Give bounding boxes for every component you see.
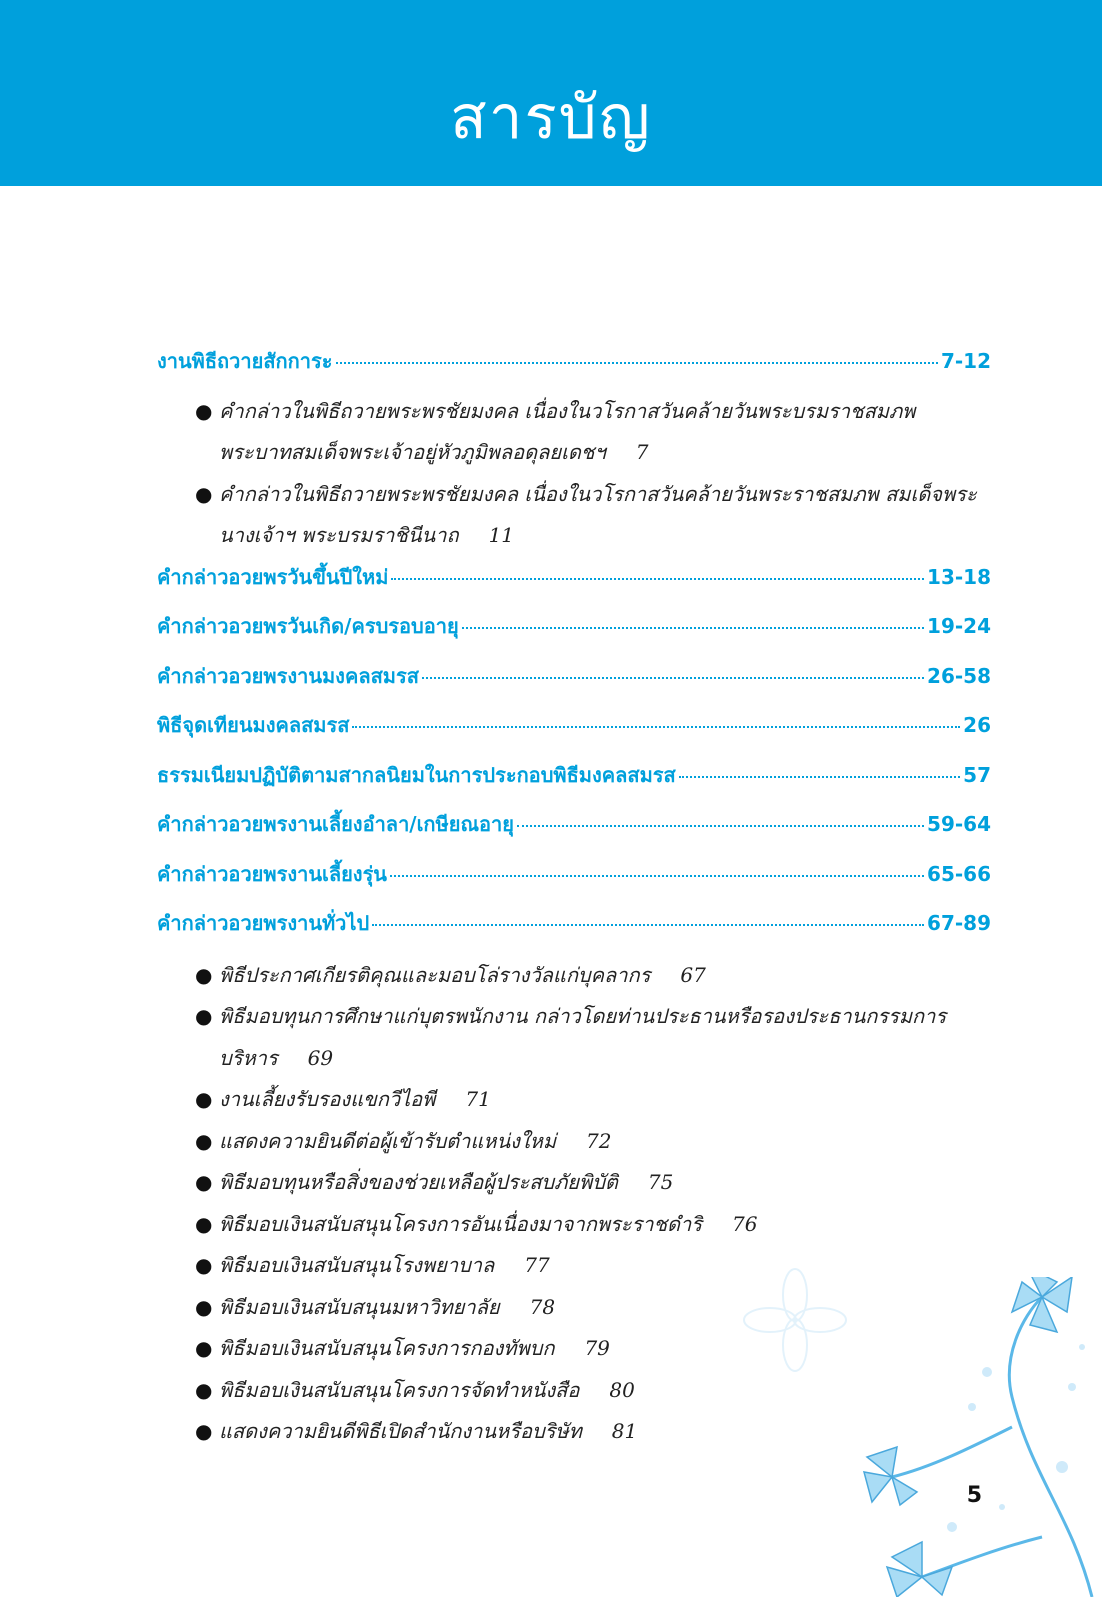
dot-leader [390,875,924,877]
toc-entry-page: 26-58 [927,663,991,688]
bullet-icon: ● [195,398,213,423]
toc-subentry-page: 7 [635,440,649,464]
bullet-icon: ● [195,1170,213,1194]
toc-subentry-text: คำกล่าวในพิธีถวายพระพรชัยมงคล เนื่องในวโรกาสวันคล้ายวันพระราชสมภพ สมเด็จพระนางเจ้าฯ พระบรมราชินีนาถ [219,481,977,547]
page-number: 5 [966,1483,982,1508]
toc-entry-label: คำกล่าวอวยพรวันเกิด/ครบรอบอายุ [157,614,459,638]
toc-entry-label: คำกล่าวอวยพรงานเลี้ยงอำลา/เกษียณอายุ [157,812,514,836]
toc-entry[interactable] [157,858,991,908]
toc-entry-page: 65-66 [927,861,991,886]
toc-subentry-page: 67 [680,962,706,987]
toc-entry-label: งานพิธีถวายสักการะ [157,349,333,373]
bullet-icon: ● [195,1211,213,1236]
toc-subentry-text: งานเลี้ยงรับรองแขกวีไอพี [219,1087,436,1111]
toc-subentry-text: แสดงความยินดีต่อผู้เข้ารับตำแหน่งใหม่ [219,1128,557,1153]
toc-subentry-page: 11 [488,523,515,547]
dot-leader [462,627,924,629]
toc-entry[interactable] [157,759,991,809]
dot-leader [352,726,960,728]
toc-subentry[interactable] [195,955,991,997]
header-banner [0,0,1102,186]
toc-subentry-text: พิธีมอบเงินสนับสนุนโครงการอันเนื่องมาจากพระราชดำริ [219,1211,703,1236]
toc-entry[interactable] [157,610,991,660]
toc-entry-page: 59-64 [927,812,991,836]
toc-subentry-text: คำกล่าวในพิธีถวายพระพรชัยมงคล เนื่องในวโรกาสวันคล้ายวันพระบรมราชสมภพ พระบาทสมเด็จพระเจ้าอยู่หัวภูมิพลอดุลยเดชฯ [219,398,916,464]
page-title: สารบัญ [450,83,652,153]
toc-subentry-text: พิธีมอบเงินสนับสนุนโรงพยาบาล [219,1253,495,1277]
toc-subentry-page: 76 [732,1211,758,1236]
toc-subentry[interactable] [195,996,991,1079]
bullet-icon: ● [195,1294,213,1319]
toc-subentry-text: พิธีมอบเงินสนับสนุนมหาวิทยาลัย [219,1294,500,1319]
toc-subentry[interactable] [195,1121,991,1163]
toc-entry-page: 13-18 [927,564,991,589]
dot-leader [336,362,938,364]
toc-subentry[interactable] [195,474,991,557]
bullet-icon: ● [195,1336,213,1360]
toc-subentry-page: 80 [609,1377,635,1402]
dot-leader [679,776,960,778]
toc-entry[interactable] [157,907,991,957]
dot-leader [391,578,924,580]
toc-subentry-page: 81 [611,1419,638,1443]
bullet-icon: ● [195,481,213,506]
toc-subentry-page: 69 [307,1045,334,1070]
toc-entry-label: คำกล่าวอวยพรงานทั่วไป [157,911,370,935]
toc-entry-page: 7-12 [940,349,991,373]
toc-entry-page: 57 [963,762,991,787]
toc-subentry-text: พิธีมอบทุนหรือสิ่งของช่วยเหลือผู้ประสบภัยพิบัติ [219,1170,618,1194]
bullet-icon: ● [195,1377,213,1402]
toc-subentry-page: 72 [586,1128,612,1153]
bullet-icon: ● [195,1087,213,1111]
toc-subentry-text: พิธีมอบเงินสนับสนุนโครงการกองทัพบก [219,1336,555,1360]
toc-subentry-text: แสดงความยินดีพิธีเปิดสำนักงานหรือบริษัท [219,1419,582,1443]
bullet-icon: ● [195,1128,213,1153]
toc-subentry[interactable] [195,1079,991,1121]
bullet-icon: ● [195,1004,213,1028]
dot-leader [372,924,924,926]
toc-entry-label: พิธีจุดเทียนมงคลสมรส [157,713,350,737]
toc-subentry-text: พิธีมอบทุนการศึกษาแก่บุตรพนักงาน กล่าวโดยท่านประธานหรือรองประธานกรรมการบริหาร [219,1004,947,1070]
toc-entry-page: 67-89 [927,911,991,935]
toc-subentry-page: 77 [524,1253,550,1277]
floral-decoration [772,1277,1102,1597]
bullet-icon: ● [195,1419,213,1443]
toc-entry-label: คำกล่าวอวยพรงานมงคลสมรส [157,663,419,688]
toc-entry-label: คำกล่าวอวยพรวันขึ้นปีใหม่ [157,564,389,589]
bullet-icon: ● [195,1253,213,1277]
toc-subentry-text: พิธีมอบเงินสนับสนุนโครงการจัดทำหนังสือ [219,1377,580,1402]
bullet-icon: ● [195,962,213,987]
toc-subentry-page: 78 [529,1294,556,1319]
toc-subentries [157,391,991,557]
toc-entry-page: 19-24 [927,614,991,638]
dot-leader [517,825,924,827]
toc-entry[interactable] [157,808,991,858]
toc-entry-page: 26 [963,713,991,737]
toc-subentry-page: 75 [647,1170,674,1194]
toc-entry[interactable] [157,345,991,395]
dot-leader [422,677,924,679]
toc-subentry-page: 79 [584,1336,610,1360]
toc-entry-label: คำกล่าวอวยพรงานเลี้ยงรุ่น [157,861,387,886]
toc-entry-label: ธรรมเนียมปฏิบัติตามสากลนิยมในการประกอบพิธีมงคลสมรส [157,762,676,787]
toc-subentry-page: 71 [465,1087,491,1111]
toc-subentry-text: พิธีประกาศเกียรติคุณและมอบโล่รางวัลแก่บุคลากร [219,962,651,987]
toc-entry[interactable] [157,709,991,759]
toc-subentry[interactable] [195,1204,991,1246]
toc-subentry[interactable] [195,1162,991,1204]
toc-entry[interactable] [157,660,991,710]
toc-subentry[interactable] [195,391,991,474]
toc-entry[interactable] [157,561,991,611]
